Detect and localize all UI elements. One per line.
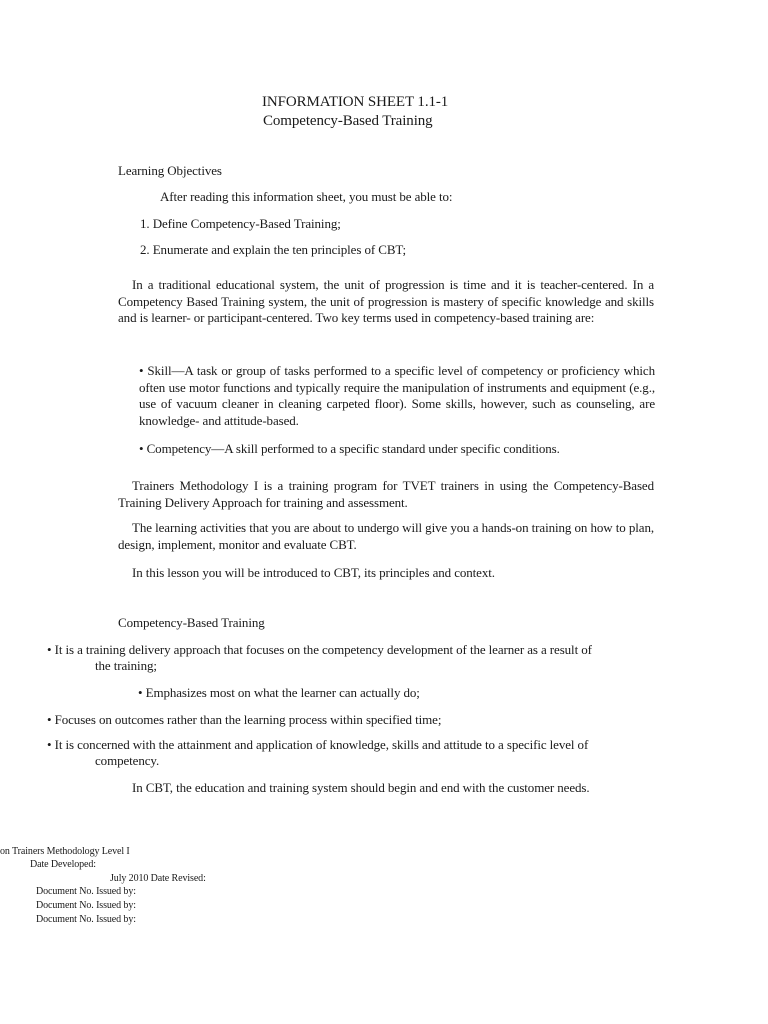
intro-paragraph: In a traditional educational system, the unit of progression is time and it is teacher-centered. In a Competency Based Training system, the unit of progression is mastery of specific knowledge and skills and is learner- or participant-centered. Two key terms used in competency-based training are: (118, 277, 654, 325)
objective-item-1: 1. Define Competency-Based Training; (140, 216, 341, 231)
objectives-intro: After reading this information sheet, you must be able to: (160, 189, 453, 204)
cbt-closing: In CBT, the education and training system should begin and end with the customer needs. (132, 780, 590, 795)
document-title: INFORMATION SHEET 1.1-1 (262, 94, 449, 110)
cbt-heading: Competency-Based Training (118, 615, 265, 630)
cbt-bullet-3-line-2: competency. (95, 753, 160, 768)
term-competency: • Competency—A skill performed to a specific standard under specific conditions. (139, 441, 560, 456)
footer-date-developed: Date Developed: (30, 859, 96, 870)
footer-document-no-2: Document No. Issued by: (36, 900, 136, 911)
cbt-bullet-1-line-1: • It is a training delivery approach that focuses on the competency development of the learner as a result of (47, 642, 592, 657)
cbt-sub-bullet: • Emphasizes most on what the learner can actually do; (138, 685, 420, 700)
objective-item-2: 2. Enumerate and explain the ten principles of CBT; (140, 242, 407, 257)
paragraph-activities: The learning activities that you are about to undergo will give you a hands-on training on how to plan, design, implement, monitor and evaluate CBT. (118, 520, 654, 552)
footer-document-no-1: Document No. Issued by: (36, 886, 136, 897)
objectives-heading: Learning Objectives (118, 163, 222, 178)
footer-date-revised: July 2010 Date Revised: (110, 873, 206, 884)
term-skill: • Skill—A task or group of tasks performed to a specific level of competency or proficiency which often use motor functions and typically require the manipulation of instruments and equipment (e.g., use of vacuum cleaner in cleaning carpeted floor). Some skills, however, such as counseling, are knowledge- and attitude-based. (139, 363, 655, 428)
footer-program: on Trainers Methodology Level I (0, 846, 130, 857)
paragraph-program: Trainers Methodology I is a training program for TVET trainers in using the Competency-Based Training Delivery Approach for training and assessment. (118, 478, 654, 510)
footer-document-no-3: Document No. Issued by: (36, 914, 136, 925)
document-subtitle: Competency-Based Training (263, 113, 433, 129)
cbt-bullet-3-line-1: • It is concerned with the attainment and application of knowledge, skills and attitude to a specific level of (47, 737, 589, 752)
cbt-bullet-1-line-2: the training; (95, 658, 157, 673)
paragraph-lesson: In this lesson you will be introduced to CBT, its principles and context. (132, 565, 495, 580)
cbt-bullet-2: • Focuses on outcomes rather than the learning process within specified time; (47, 712, 442, 727)
